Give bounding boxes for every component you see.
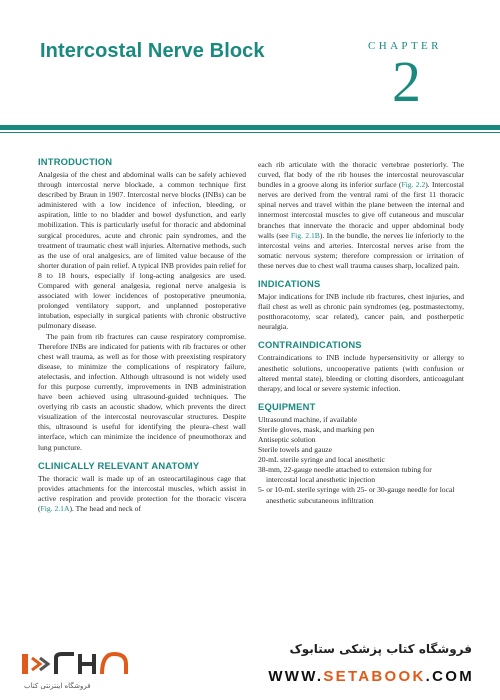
introduction-paragraph-2: The pain from rib fractures can cause respiratory compromise. Therefore INBs are indicated for patients with rib fractures or other chest wall trauma, as well as for those with preexisting respiratory disease, to minimize the complications of respiratory failure, atelectasis, and infection. Although ultrasound is not widely used for this purpose currently, improvements in INB administration have been achieved using ultrasound-guided techniques. The overlying rib casts an acoustic shadow, which prevents the direct visualization of the intercostal neurovascular structures. Despite this, ultrasound is useful for identifying the pleura–chest wall interface, which can minimize the incidence of pneumothorax and lung puncture. bbox=[38, 331, 246, 452]
chapter-number: 2 bbox=[392, 49, 421, 114]
anatomy-text-c: ). Intercostal nerves are derived from the ventral rami of the first 11 thoracic spinal nerves and travel within the plane between the internal and innermost intercostal muscles to give off cutaneous and muscular branches that innervate the thoracic and upper abdominal body walls (see bbox=[258, 180, 464, 240]
equipment-list bbox=[258, 415, 464, 506]
equipment-item: Ultrasound machine, if available bbox=[258, 414, 358, 424]
contraindications-heading: CONTRAINDICATIONS bbox=[258, 339, 362, 351]
anatomy-text-a: The thoracic wall is made up of an osteocartilaginous cage that provides attachments for the intercostal muscles, which assist in active respiration and provide protection for the thoracic viscera ( bbox=[38, 473, 246, 513]
figure-link-2-1a[interactable]: Fig. 2.1A bbox=[40, 503, 70, 513]
right-column bbox=[258, 160, 464, 506]
header-rule-thin bbox=[0, 132, 500, 133]
figure-link-2-2[interactable]: Fig. 2.2 bbox=[401, 180, 426, 190]
equipment-item: 20-mL sterile syringe and local anesthetic bbox=[258, 455, 385, 465]
header-rule-thick bbox=[0, 125, 500, 130]
chapter-label: CHAPTER bbox=[368, 40, 442, 52]
equipment-item: 38-mm, 22-gauge needle attached to extension tubing for intercostal local anesthetic injection bbox=[258, 465, 432, 485]
left-column bbox=[38, 156, 246, 514]
chapter-header bbox=[0, 0, 500, 130]
logo-caption: فروشگاه اینترنتی کتاب bbox=[24, 682, 91, 690]
footer-website[interactable] bbox=[268, 668, 474, 685]
website-highlight: SETABOOK bbox=[323, 668, 426, 685]
website-suffix: .COM bbox=[425, 668, 474, 685]
anatomy-heading: CLINICALLY RELEVANT ANATOMY bbox=[38, 459, 200, 471]
publisher-footer bbox=[0, 628, 500, 700]
equipment-item: Antiseptic solution bbox=[258, 434, 316, 444]
equipment-item: Sterile gloves, mask, and marking pen bbox=[258, 424, 375, 434]
indications-heading: INDICATIONS bbox=[258, 278, 321, 290]
equipment-item: Sterile towels and gauze bbox=[258, 445, 333, 455]
equipment-item: 5- or 10-mL sterile syringe with 25- or 30-gauge needle for local anesthetic subcutaneous infiltration bbox=[258, 485, 455, 505]
website-prefix: WWW. bbox=[268, 668, 324, 685]
footer-persian-text: فروشگاه کتاب پزشکی ستابوک bbox=[289, 642, 472, 656]
figure-link-2-1b[interactable]: Fig. 2.1B bbox=[290, 230, 320, 240]
anatomy-text-d: ). In the bundle, the nerves lie inferiorly to the intercostal veins and arteries. Intercostal nerves arise from the somatic nervous system; therefore compression or irritation of these nerves due to chest wall trauma causes sharp, localized pain. bbox=[258, 230, 464, 270]
contraindications-paragraph: Contraindications to INB include hypersensitivity or allergy to anesthetic solutions, uncooperative patients (with confusion or altered mental state), bleeding or clotting disorders, anticoagulant therapy, and local or severe systemic infection. bbox=[258, 353, 464, 393]
introduction-paragraph-1: Analgesia of the chest and abdominal walls can be safely achieved through intercostal nerve blockade, a common technique first described by Braun in 1907. Intercostal nerve blocks (INBs) can be administered with a low incidence of infection, bleeding, or aspiration, little to no bladder and bowel dysfunction, and early mobilization. This is particularly useful for thoracic and abdominal surgical procedures, acute and chronic pain syndromes, and the treatment of traumatic chest wall injuries. Alternative methods, such as the use of oral analgesics, are of limited value because of the shorter duration of pain relief. A typical INB provides pain relief for 8 to 18 hours, especially if long-acting analgesics are used. Compared with general analgesia, regional nerve analgesia is associated with lower incidences of postoperative pneumonia, prolonged ventilatory support, and unplanned postoperative intubation, especially in surgical patients with chronic obstructive pulmonary disease. bbox=[38, 170, 246, 331]
anatomy-paragraph-1 bbox=[38, 474, 246, 514]
indications-paragraph: Major indications for INB include rib fractures, chest injuries, and flail chest as well as chronic pain syndromes (eg, postmastectomy, postthoracotomy, scar related), cancer pain, and postherpetic neuralgia. bbox=[258, 292, 464, 332]
anatomy-text-b: ). The head and neck of bbox=[69, 503, 141, 513]
anatomy-paragraph-continued bbox=[258, 160, 464, 271]
setabook-logo bbox=[22, 650, 142, 692]
introduction-heading: INTRODUCTION bbox=[38, 156, 113, 167]
chapter-title: Intercostal Nerve Block bbox=[40, 40, 265, 62]
anatomy-text-b-cont: each rib articulate with the thoracic vertebrae posteriorly. The curved, flat body of the rib houses the intercostal neurovascular bundles in a groove along its inferior surface ( bbox=[258, 160, 464, 190]
equipment-heading: EQUIPMENT bbox=[258, 400, 316, 412]
